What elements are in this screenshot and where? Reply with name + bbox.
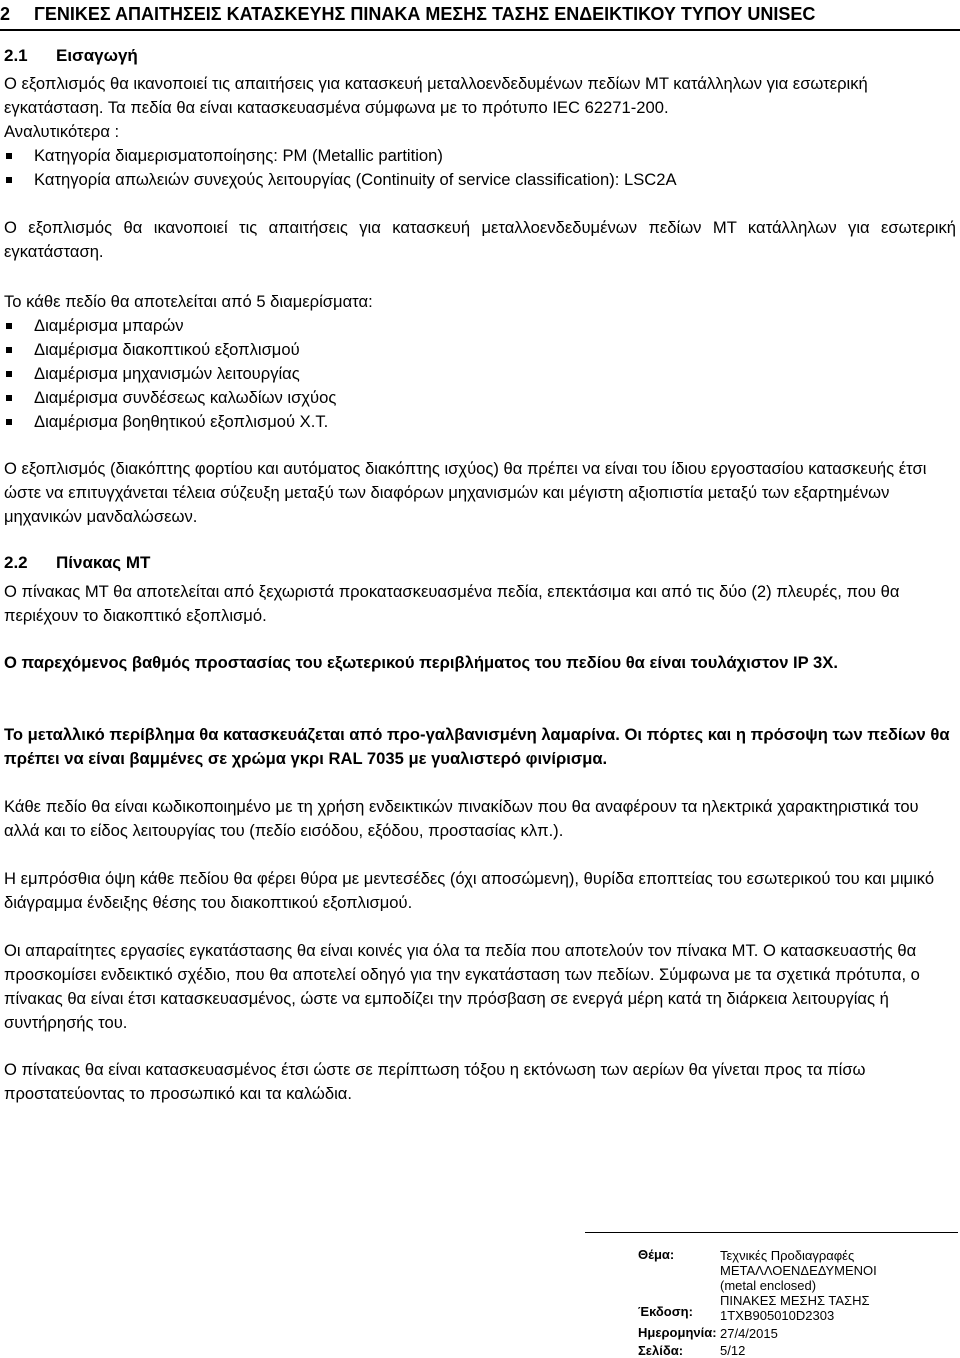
subsection-2-1-title: Εισαγωγή (56, 46, 138, 65)
subsection-2-1-number: 2.1 (4, 46, 28, 65)
enclosure-paragraph: Το μεταλλικό περίβλημα θα κατασκευάζεται από προ-γαλβανισμένη λαμαρίνα. Οι πόρτες και η πρόσοψη των πεδίων θα πρέπει να είναι βαμμένες σε χρώμα γκρι RAL 7035 με γυαλιστερό φινίρισμα. (4, 725, 950, 768)
footer-page-value: 5/12 (720, 1343, 746, 1358)
compartments-list (4, 314, 336, 434)
front-view-paragraph: Η εμπρόσθια όψη κάθε πεδίου θα φέρει θύρα με μεντεσέδες (όχι αποσώμενη), θυρίδα εποπτείας του εσωτερικού του και μιμικό διάγραμμα ένδειξης θέσης του διακοπτικού εξοπλισμού. (4, 869, 935, 912)
list-item: Διαμέρισμα μηχανισμών λειτουργίας (4, 362, 336, 386)
footer-date-value: 27/4/2015 (720, 1326, 778, 1341)
list-item: Διαμέρισμα διακοπτικού εξοπλισμού (4, 338, 336, 362)
list-item: Διαμέρισμα βοηθητικού εξοπλισμού Χ.Τ. (4, 410, 336, 434)
list-item: Κατηγορία διαμερισματοποίησης: PM (Metallic partition) (4, 144, 677, 168)
coding-paragraph: Κάθε πεδίο θα είναι κωδικοποιημένο με τη χρήση ενδεικτικών πινακίδων που θα αναφέρουν τα ηλεκτρικά χαρακτηριστικά του αλλά και το είδος λειτουργίας του (πεδίο εισόδου, εξόδου, προστασίας κλπ.). (4, 797, 919, 840)
section-number: 2 (0, 4, 11, 24)
footer-edition-label: Έκδοση: (638, 1304, 693, 1319)
footer-theme-line: ΠΙΝΑΚΕΣ ΜΕΣΗΣ ΤΑΣΗΣ (720, 1293, 870, 1308)
footer-theme-line: (metal enclosed) (720, 1278, 817, 1293)
footer-theme-value (720, 1248, 877, 1308)
list-item: Διαμέρισμα συνδέσεως καλωδίων ισχύος (4, 386, 336, 410)
arc-paragraph: Ο πίνακας θα είναι κατασκευασμένος έτσι ώστε σε περίπτωση τόξου η εκτόνωση των αερίων θα γίνεται προς τα πίσω προστατεύοντας το προσωπικό και τα καλώδια. (4, 1060, 866, 1103)
detail-label: Αναλυτικότερα : (4, 122, 120, 141)
subsection-2-2-heading (4, 553, 150, 573)
subsection-2-1-heading (4, 46, 138, 66)
footer-theme-line: Τεχνικές Προδιαγραφές (720, 1248, 855, 1263)
installation-paragraph: Οι απαραίτητες εργασίες εγκατάστασης θα είναι κοινές για όλα τα πεδία που αποτελούν τον πίνακα ΜΤ. Ο κατασκευαστής θα προσκομίσει ενδεικτικό σχέδιο, που θα αποτελεί οδηγό για την εγκατάσταση των πεδίων. Σύμφωνα με τα σχετικά πρότυπα, ο πίνακας θα είναι έτσι κατασκευασμένος, ώστε να εμποδίζει την πρόσβαση σε ενεργά μέρη κατά τη διάρκεια λειτουργίας ή συντήρησής του. (4, 941, 920, 1032)
section-heading (0, 4, 960, 31)
footer-theme-label: Θέμα: (638, 1247, 675, 1262)
classification-list (4, 144, 677, 192)
subsection-2-2-number: 2.2 (4, 553, 28, 572)
intro-paragraph: Ο εξοπλισμός θα ικανοποιεί τις απαιτήσεις για κατασκευή μεταλλοενδεδυμένων πεδίων ΜΤ κατάλληλων για εσωτερική εγκατάσταση. Τα πεδία θα είναι κατασκευασμένα σύμφωνα με το πρότυπο IEC 62271-200. (4, 74, 868, 117)
equipment-paragraph: Ο εξοπλισμός (διακόπτης φορτίου και αυτόματος διακόπτης ισχύος) θα πρέπει να είναι του ίδιου εργοστασίου κατασκευής έτσι ώστε να επιτυγχάνεται τέλεια σύζευξη μεταξύ των διαφόρων μηχανισμών και μέγιστη αξιοπιστία μεταξύ των εξαρτημένων μηχανικών μανδαλώσεων. (4, 459, 927, 526)
section-title: ΓΕΝΙΚΕΣ ΑΠΑΙΤΗΣΕΙΣ ΚΑΤΑΣΚΕΥΗΣ ΠΙΝΑΚΑ ΜΕΣΗΣ ΤΑΣΗΣ ΕΝΔΕΙΚΤΙΚΟΥ ΤΥΠΟΥ UNISEC (34, 4, 816, 24)
subsection-2-2-title: Πίνακας ΜΤ (56, 553, 151, 572)
requirements-paragraph: Ο εξοπλισμός θα ικανοποιεί τις απαιτήσεις για κατασκευή μεταλλοενδεδυμένων πεδίων ΜΤ κατάλληλων για εσωτερική εγκατάσταση. (4, 218, 956, 261)
protection-paragraph: Ο παρεχόμενος βαθμός προστασίας του εξωτερικού περιβλήματος του πεδίου θα είναι τουλάχιστον IP 3X. (4, 653, 838, 672)
compartments-label: Το κάθε πεδίο θα αποτελείται από 5 διαμερίσματα: (4, 292, 373, 311)
footer-page-label: Σελίδα: (638, 1343, 684, 1358)
footer-edition-value: 1TXB905010D2303 (720, 1308, 835, 1323)
list-item: Διαμέρισμα μπαρών (4, 314, 336, 338)
footer-divider (585, 1232, 958, 1233)
footer-date-label: Ημερομηνία: (638, 1325, 717, 1340)
panel-paragraph: Ο πίνακας ΜΤ θα αποτελείται από ξεχωριστά προκατασκευασμένα πεδία, επεκτάσιμα και από τις δύο (2) πλευρές, που θα περιέχουν το διακοπτικό εξοπλισμό. (4, 582, 900, 625)
list-item: Κατηγορία απωλειών συνεχούς λειτουργίας (Continuity of service classification): LSC2A (4, 168, 677, 192)
footer-theme-line: ΜΕΤΑΛΛΟΕΝΔΕΔΥΜΕΝΟΙ (720, 1263, 877, 1278)
